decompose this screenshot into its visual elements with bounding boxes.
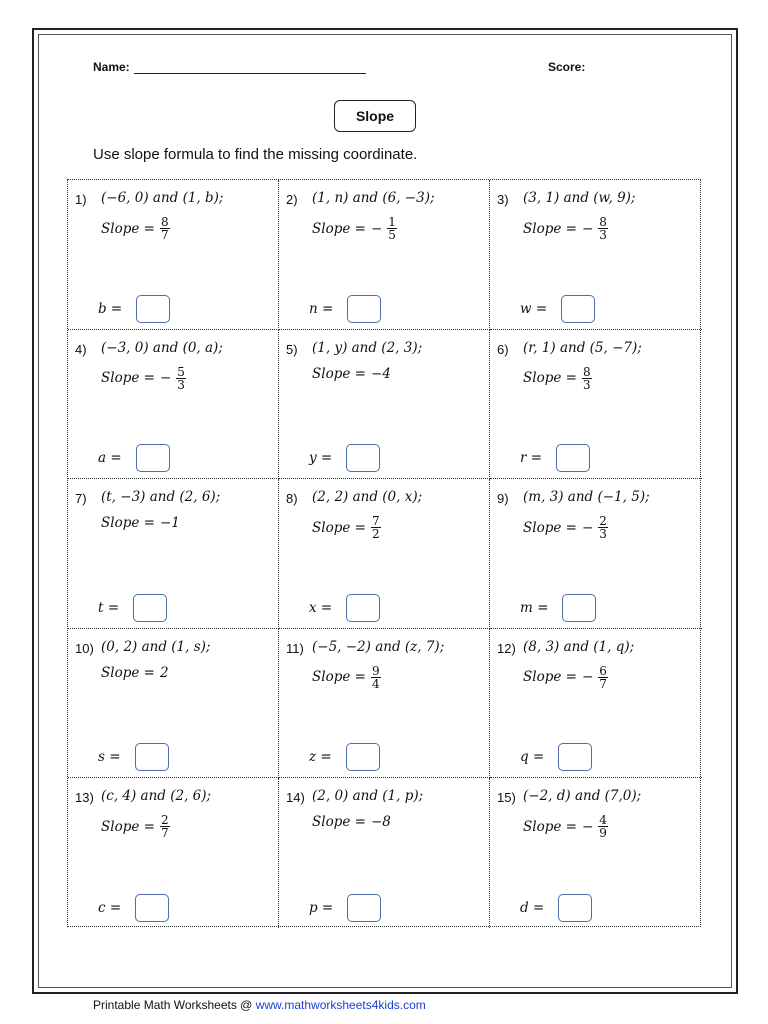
problem-points: (r, 1) and (5, −7); bbox=[523, 339, 642, 356]
fraction-denominator: 5 bbox=[388, 228, 396, 242]
answer-variable: q = bbox=[520, 749, 545, 766]
answer-row bbox=[309, 295, 381, 323]
footer-prefix: Printable Math Worksheets @ bbox=[93, 998, 256, 1012]
fraction-numerator: 6 bbox=[599, 663, 607, 678]
score-label: Score: bbox=[548, 60, 586, 74]
problem-cell bbox=[490, 479, 702, 629]
slope-sign: − bbox=[581, 818, 594, 835]
answer-row bbox=[520, 295, 595, 323]
slope-label: Slope = bbox=[312, 669, 366, 686]
slope-expression bbox=[523, 366, 592, 391]
problem-number: 11) bbox=[286, 640, 304, 656]
slope-sign: − bbox=[581, 669, 594, 686]
problem-number: 7) bbox=[75, 491, 87, 507]
slope-expression bbox=[101, 216, 170, 241]
answer-variable: n = bbox=[309, 300, 334, 317]
problem-cell bbox=[490, 629, 702, 779]
answer-row bbox=[520, 444, 590, 472]
slope-expression bbox=[523, 665, 608, 690]
slope-label: Slope = bbox=[101, 515, 155, 532]
slope-sign: − bbox=[370, 220, 383, 237]
name-field[interactable] bbox=[93, 60, 366, 74]
fraction-numerator: 5 bbox=[177, 364, 185, 379]
answer-row bbox=[98, 743, 169, 771]
answer-box[interactable] bbox=[136, 295, 170, 323]
problem-cell bbox=[279, 778, 490, 928]
instructions: Use slope formula to find the missing coordinate. bbox=[93, 146, 418, 163]
fraction-denominator: 2 bbox=[371, 527, 380, 542]
answer-row bbox=[309, 743, 380, 771]
problem-points: (2, 2) and (0, x); bbox=[312, 489, 423, 506]
problem-number: 8) bbox=[286, 491, 298, 507]
slope-label: Slope = bbox=[523, 519, 577, 536]
slope-fraction bbox=[160, 216, 170, 241]
answer-row bbox=[98, 444, 170, 472]
fraction-denominator: 3 bbox=[599, 228, 607, 242]
problem-number: 2) bbox=[286, 192, 298, 207]
problem-cell bbox=[68, 778, 279, 928]
slope-expression bbox=[523, 216, 608, 241]
fraction-numerator: 4 bbox=[599, 813, 607, 828]
slope-value: −4 bbox=[370, 365, 391, 382]
problem-points: (c, 4) and (2, 6); bbox=[101, 788, 212, 805]
answer-box[interactable] bbox=[562, 594, 596, 622]
slope-label: Slope = bbox=[101, 664, 155, 681]
problem-number: 14) bbox=[286, 790, 305, 806]
problem-number: 13) bbox=[75, 790, 94, 806]
slope-expression bbox=[523, 515, 608, 540]
slope-label: Slope = bbox=[523, 220, 577, 237]
answer-variable: r = bbox=[520, 450, 543, 467]
name-line[interactable] bbox=[134, 61, 366, 74]
problem-number: 1) bbox=[75, 192, 87, 207]
answer-row bbox=[309, 894, 381, 922]
problem-points: (3, 1) and (w, 9); bbox=[523, 190, 636, 206]
problem-number: 10) bbox=[75, 640, 94, 656]
slope-fraction bbox=[598, 814, 608, 839]
slope-value: 2 bbox=[159, 664, 169, 681]
slope-label: Slope = bbox=[312, 519, 366, 536]
answer-box[interactable] bbox=[135, 894, 169, 922]
answer-box[interactable] bbox=[347, 295, 381, 323]
slope-fraction bbox=[598, 665, 608, 690]
answer-box[interactable] bbox=[346, 743, 380, 771]
problem-cell bbox=[490, 180, 702, 330]
slope-fraction bbox=[176, 366, 186, 391]
slope-expression bbox=[101, 665, 169, 681]
slope-value: −8 bbox=[370, 814, 391, 831]
answer-variable: t = bbox=[98, 599, 120, 616]
slope-label: Slope = bbox=[523, 669, 577, 686]
problem-cell bbox=[490, 778, 702, 928]
slope-value: −1 bbox=[159, 515, 180, 532]
problem-points: (−2, d) and (7,0); bbox=[523, 788, 642, 805]
problem-cell bbox=[279, 629, 490, 779]
problem-points: (t, −3) and (2, 6); bbox=[101, 489, 221, 506]
problem-number: 3) bbox=[497, 192, 509, 207]
answer-variable: d = bbox=[520, 899, 545, 916]
slope-label: Slope = bbox=[523, 818, 577, 835]
fraction-denominator: 3 bbox=[582, 377, 591, 392]
answer-variable: c = bbox=[98, 899, 122, 916]
slope-expression bbox=[312, 665, 381, 690]
slope-expression bbox=[312, 515, 381, 540]
problem-cell bbox=[68, 180, 279, 330]
problem-cell bbox=[279, 330, 490, 480]
problem-number: 12) bbox=[497, 640, 516, 656]
answer-variable: w = bbox=[520, 300, 548, 317]
footer-link[interactable]: www.mathworksheets4kids.com bbox=[255, 998, 426, 1012]
slope-fraction bbox=[371, 665, 381, 690]
answer-box[interactable] bbox=[346, 594, 380, 622]
problem-points: (1, y) and (2, 3); bbox=[312, 339, 423, 356]
slope-expression bbox=[101, 814, 170, 839]
fraction-denominator: 9 bbox=[599, 826, 607, 841]
problem-number: 15) bbox=[497, 790, 516, 806]
slope-fraction bbox=[598, 216, 608, 241]
slope-expression bbox=[312, 814, 391, 830]
slope-fraction bbox=[582, 366, 592, 391]
slope-label: Slope = bbox=[101, 370, 155, 387]
fraction-numerator: 9 bbox=[371, 663, 380, 678]
problem-points: (8, 3) and (1, q); bbox=[523, 638, 635, 655]
slope-label: Slope = bbox=[312, 814, 366, 831]
problem-cell bbox=[68, 479, 279, 629]
fraction-denominator: 7 bbox=[160, 228, 169, 242]
problem-points: (m, 3) and (−1, 5); bbox=[523, 489, 650, 506]
answer-row bbox=[520, 894, 592, 922]
fraction-numerator: 8 bbox=[582, 364, 591, 379]
slope-sign: − bbox=[581, 220, 594, 237]
answer-variable: y = bbox=[309, 450, 333, 467]
problem-number: 6) bbox=[497, 341, 509, 357]
problem-points: (−6, 0) and (1, b); bbox=[101, 190, 224, 206]
problem-points: (1, n) and (6, −3); bbox=[312, 190, 435, 206]
answer-box[interactable] bbox=[558, 894, 592, 922]
answer-variable: a = bbox=[98, 450, 122, 467]
problem-cell bbox=[68, 330, 279, 480]
slope-expression bbox=[312, 366, 391, 382]
problem-cell bbox=[68, 629, 279, 779]
slope-fraction bbox=[160, 814, 170, 839]
fraction-denominator: 3 bbox=[177, 377, 185, 392]
fraction-denominator: 7 bbox=[160, 826, 169, 841]
answer-row bbox=[309, 444, 380, 472]
answer-variable: b = bbox=[98, 300, 123, 317]
problem-grid bbox=[67, 179, 701, 927]
answer-variable: x = bbox=[309, 599, 333, 616]
problem-number: 4) bbox=[75, 341, 87, 357]
answer-row bbox=[520, 594, 596, 622]
answer-row bbox=[520, 743, 592, 771]
slope-label: Slope = bbox=[312, 365, 366, 382]
slope-label: Slope = bbox=[312, 220, 366, 237]
answer-variable: s = bbox=[98, 749, 121, 766]
problem-number: 9) bbox=[497, 491, 509, 507]
slope-fraction bbox=[598, 515, 608, 540]
problem-points: (2, 0) and (1, p); bbox=[312, 788, 424, 805]
fraction-denominator: 3 bbox=[599, 527, 607, 542]
slope-expression bbox=[101, 366, 186, 391]
footer bbox=[93, 998, 426, 1012]
fraction-denominator: 4 bbox=[371, 676, 380, 691]
fraction-numerator: 1 bbox=[388, 215, 396, 229]
answer-row bbox=[98, 594, 167, 622]
answer-box[interactable] bbox=[556, 444, 590, 472]
problem-cell bbox=[279, 479, 490, 629]
slope-label: Slope = bbox=[101, 220, 155, 237]
fraction-numerator: 8 bbox=[599, 215, 607, 229]
problem-cell bbox=[279, 180, 490, 330]
slope-expression bbox=[101, 515, 180, 531]
slope-sign: − bbox=[159, 370, 172, 387]
answer-box[interactable] bbox=[346, 444, 380, 472]
answer-variable: m = bbox=[520, 599, 549, 616]
answer-variable: p = bbox=[309, 899, 334, 916]
answer-box[interactable] bbox=[133, 594, 167, 622]
slope-expression bbox=[312, 216, 397, 241]
slope-label: Slope = bbox=[523, 370, 577, 387]
slope-expression bbox=[523, 814, 608, 839]
answer-row bbox=[98, 295, 170, 323]
problem-points: (−3, 0) and (0, a); bbox=[101, 339, 223, 356]
answer-box[interactable] bbox=[136, 444, 170, 472]
fraction-denominator: 7 bbox=[599, 676, 607, 691]
slope-fraction bbox=[371, 515, 381, 540]
fraction-numerator: 2 bbox=[599, 514, 607, 529]
fraction-numerator: 7 bbox=[371, 514, 380, 529]
answer-box[interactable] bbox=[558, 743, 592, 771]
slope-label: Slope = bbox=[101, 818, 155, 835]
answer-box[interactable] bbox=[561, 295, 595, 323]
answer-box[interactable] bbox=[135, 743, 169, 771]
answer-row bbox=[98, 894, 169, 922]
answer-row bbox=[309, 594, 380, 622]
answer-box[interactable] bbox=[347, 894, 381, 922]
problem-points: (0, 2) and (1, s); bbox=[101, 638, 211, 655]
fraction-numerator: 8 bbox=[160, 215, 169, 229]
problem-points: (−5, −2) and (z, 7); bbox=[312, 638, 445, 655]
slope-fraction bbox=[387, 216, 397, 241]
name-label: Name: bbox=[93, 60, 130, 74]
answer-variable: z = bbox=[309, 749, 332, 766]
fraction-numerator: 2 bbox=[160, 813, 169, 828]
worksheet-title: Slope bbox=[334, 100, 416, 132]
slope-sign: − bbox=[581, 519, 594, 536]
problem-cell bbox=[490, 330, 702, 480]
problem-number: 5) bbox=[286, 341, 298, 357]
